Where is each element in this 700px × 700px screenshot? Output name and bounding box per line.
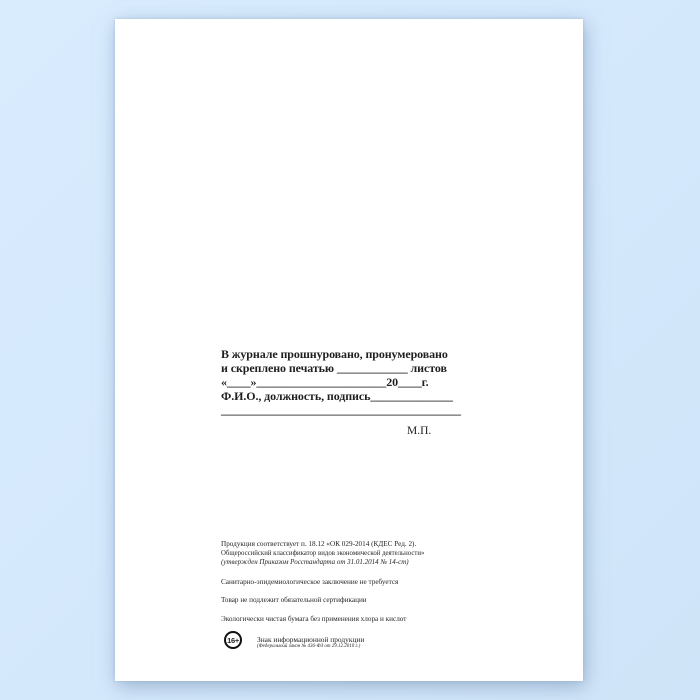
stamp-line: В журнале прошнуровано, пронумеровано	[221, 347, 448, 361]
age-mark-law-note: (Федеральный закон № 436-ФЗ от 29.12.2010 г.)	[257, 643, 361, 649]
stamp-line: «____»______________________20____г.	[221, 374, 429, 389]
seal-place-label: М.П.	[407, 425, 432, 437]
stamp-line: Ф.И.О., должность, подпись______________	[221, 388, 453, 403]
ecology-note: Экологически чистая бумага без применения хлора и кислот	[221, 615, 407, 623]
document-page	[115, 19, 583, 681]
signature-line: ________________________________________	[221, 402, 461, 417]
sanitary-note: Санитарно-эпидемиологическое заключение не требуется	[221, 578, 399, 586]
compliance-note-line: (утвержден Приказом Росстандарта от 31.01.2014 № 14-ст)	[221, 557, 409, 566]
certification-note: Товар не подлежит обязательной сертификации	[221, 596, 367, 604]
compliance-note-line: Продукция соответствует п. 18.12 «ОК 029-2014 (КДЕС Ред. 2).	[221, 540, 417, 548]
age-rating-label: 16+	[227, 635, 239, 645]
age-rating-icon	[224, 631, 242, 649]
stamp-line: и скреплено печатью ____________ листов	[221, 360, 447, 375]
age-mark-title: Знак информационной продукции	[257, 635, 365, 644]
compliance-note-line: Общероссийский классификатор видов экономической деятельности»	[221, 549, 425, 557]
binding-stamp-block	[221, 347, 461, 418]
